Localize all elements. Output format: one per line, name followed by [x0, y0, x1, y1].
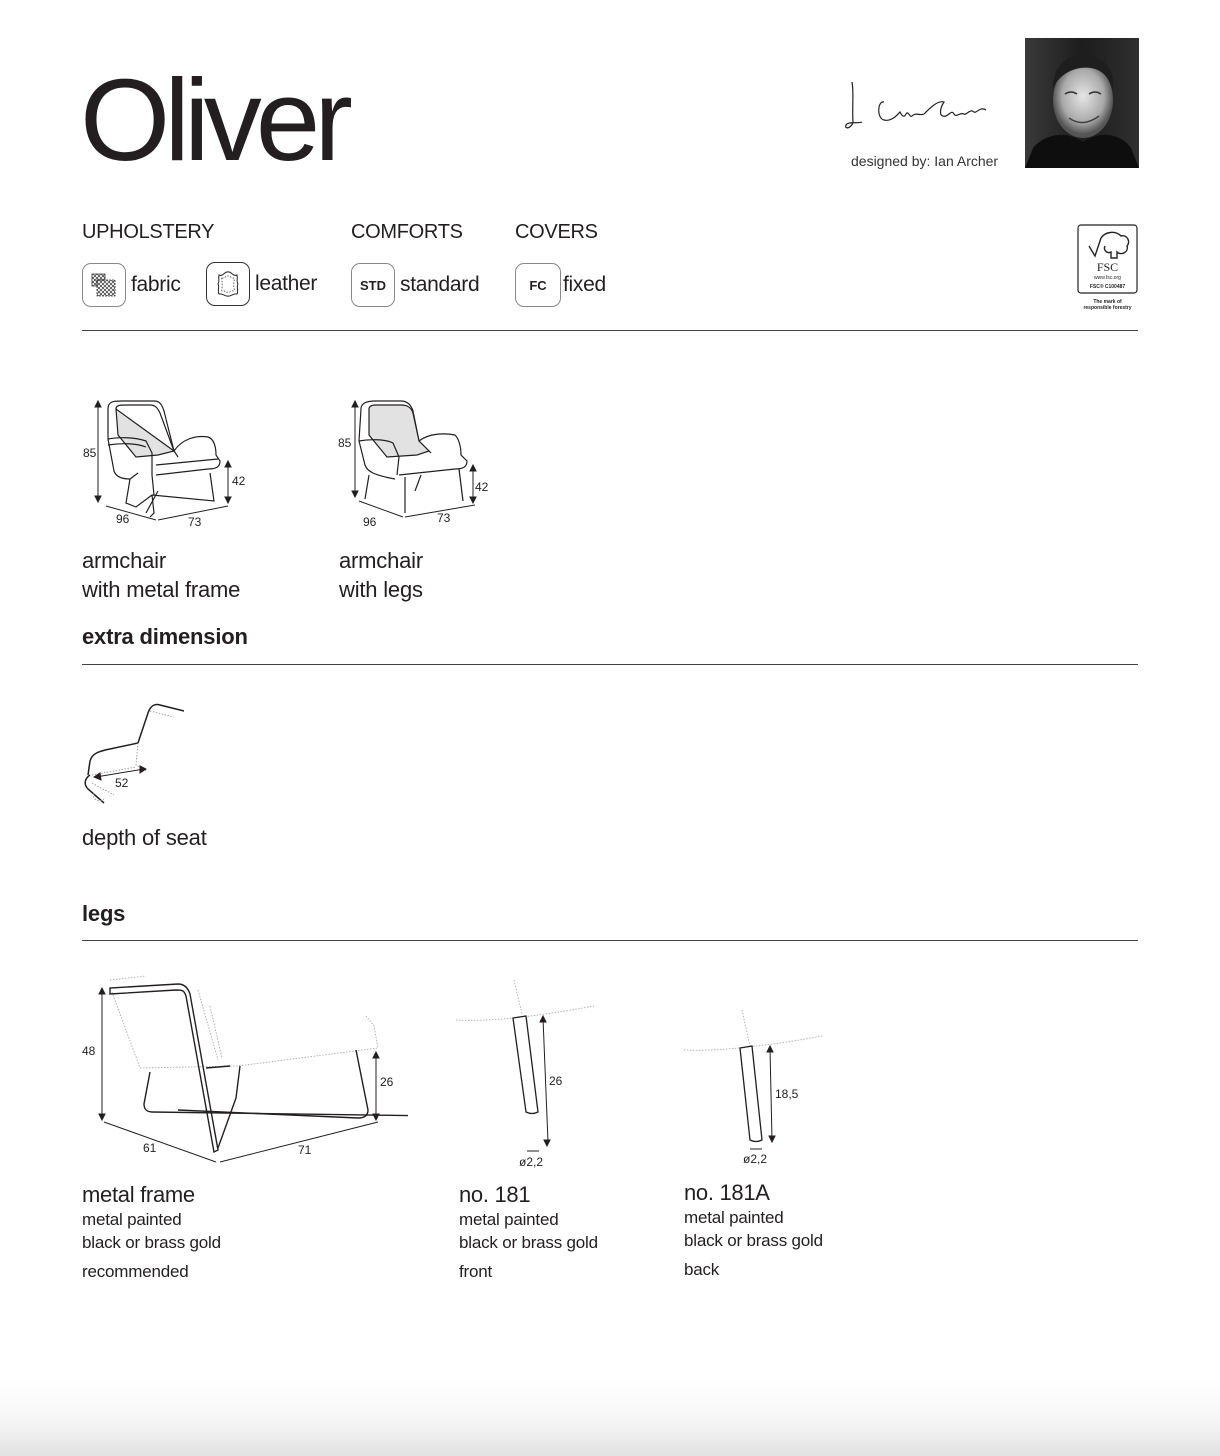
svg-text:71: 71: [298, 1143, 312, 1157]
armchair-legs-drawing: [335, 395, 500, 535]
svg-text:42: 42: [475, 480, 489, 494]
option-standard[interactable]: [351, 263, 479, 307]
fsc-logo: [1077, 224, 1138, 314]
leg-item-181: no. 181 metal painted black or brass gold front: [459, 1182, 598, 1281]
svg-text:26: 26: [549, 1074, 563, 1088]
leg-181a-drawing: [680, 1000, 840, 1170]
model-caption-metal-frame: armchair with metal frame: [82, 548, 241, 602]
seat-depth-drawing: [78, 695, 198, 810]
fc-badge: FC: [515, 263, 561, 307]
metal-frame-leg-drawing: [78, 970, 408, 1170]
legs-heading: legs: [82, 901, 126, 926]
leg-item-181a: no. 181A metal painted black or brass gold back: [684, 1180, 823, 1279]
divider: [82, 330, 1138, 331]
depth-of-seat-caption: depth of seat: [82, 825, 207, 850]
product-title: Oliver: [80, 55, 347, 185]
leg-title: no. 181A: [684, 1180, 770, 1205]
option-fixed[interactable]: [515, 263, 606, 307]
svg-text:26: 26: [380, 1075, 394, 1089]
signature-icon: [840, 78, 1000, 140]
svg-text:73: 73: [437, 511, 451, 525]
svg-text:48: 48: [82, 1044, 96, 1058]
fabric-icon: [82, 263, 126, 307]
svg-text:52: 52: [115, 776, 129, 790]
armchair-metal-frame-drawing: [78, 395, 253, 535]
svg-text:73: 73: [188, 515, 202, 529]
svg-text:responsible forestry: responsible forestry: [1083, 305, 1132, 311]
svg-text:18,5: 18,5: [775, 1087, 799, 1101]
svg-text:85: 85: [338, 436, 352, 450]
divider: [82, 664, 1138, 665]
option-leather[interactable]: [206, 262, 317, 306]
designer-photo: [1025, 38, 1139, 168]
extra-dimension-heading: extra dimension: [82, 624, 248, 649]
designer-credit: designed by: Ian Archer: [851, 153, 999, 169]
svg-text:85: 85: [83, 446, 97, 460]
svg-text:ø2,2: ø2,2: [743, 1152, 768, 1166]
fabric-label: fabric: [131, 273, 181, 296]
leather-label: leather: [255, 272, 318, 295]
svg-text:96: 96: [363, 515, 377, 529]
model-caption-legs: armchair with legs: [339, 548, 423, 602]
svg-text:61: 61: [143, 1141, 157, 1155]
upholstery-label: UPHOLSTERY: [82, 221, 215, 243]
option-fabric[interactable]: [82, 263, 181, 307]
covers-label: COVERS: [515, 221, 598, 243]
svg-text:96: 96: [116, 512, 130, 526]
leg-title: metal frame: [82, 1182, 195, 1207]
std-badge: STD: [351, 263, 395, 307]
svg-text:42: 42: [232, 474, 246, 488]
leather-icon: [206, 262, 250, 306]
svg-text:FSC: FSC: [1096, 260, 1119, 274]
svg-text:The mark of: The mark of: [1093, 299, 1122, 305]
fixed-label: fixed: [563, 273, 606, 296]
comforts-label: COMFORTS: [351, 221, 463, 243]
leg-181-drawing: [450, 970, 610, 1170]
svg-text:FSC® C100487: FSC® C100487: [1089, 284, 1126, 290]
svg-text:www.fsc.org: www.fsc.org: [1094, 275, 1121, 281]
divider: [82, 940, 1138, 941]
svg-text:ø2,2: ø2,2: [519, 1155, 544, 1169]
leg-item-metal-frame: metal frame metal painted black or brass gold recommended: [82, 1182, 221, 1281]
standard-label: standard: [400, 273, 480, 296]
leg-title: no. 181: [459, 1182, 531, 1207]
